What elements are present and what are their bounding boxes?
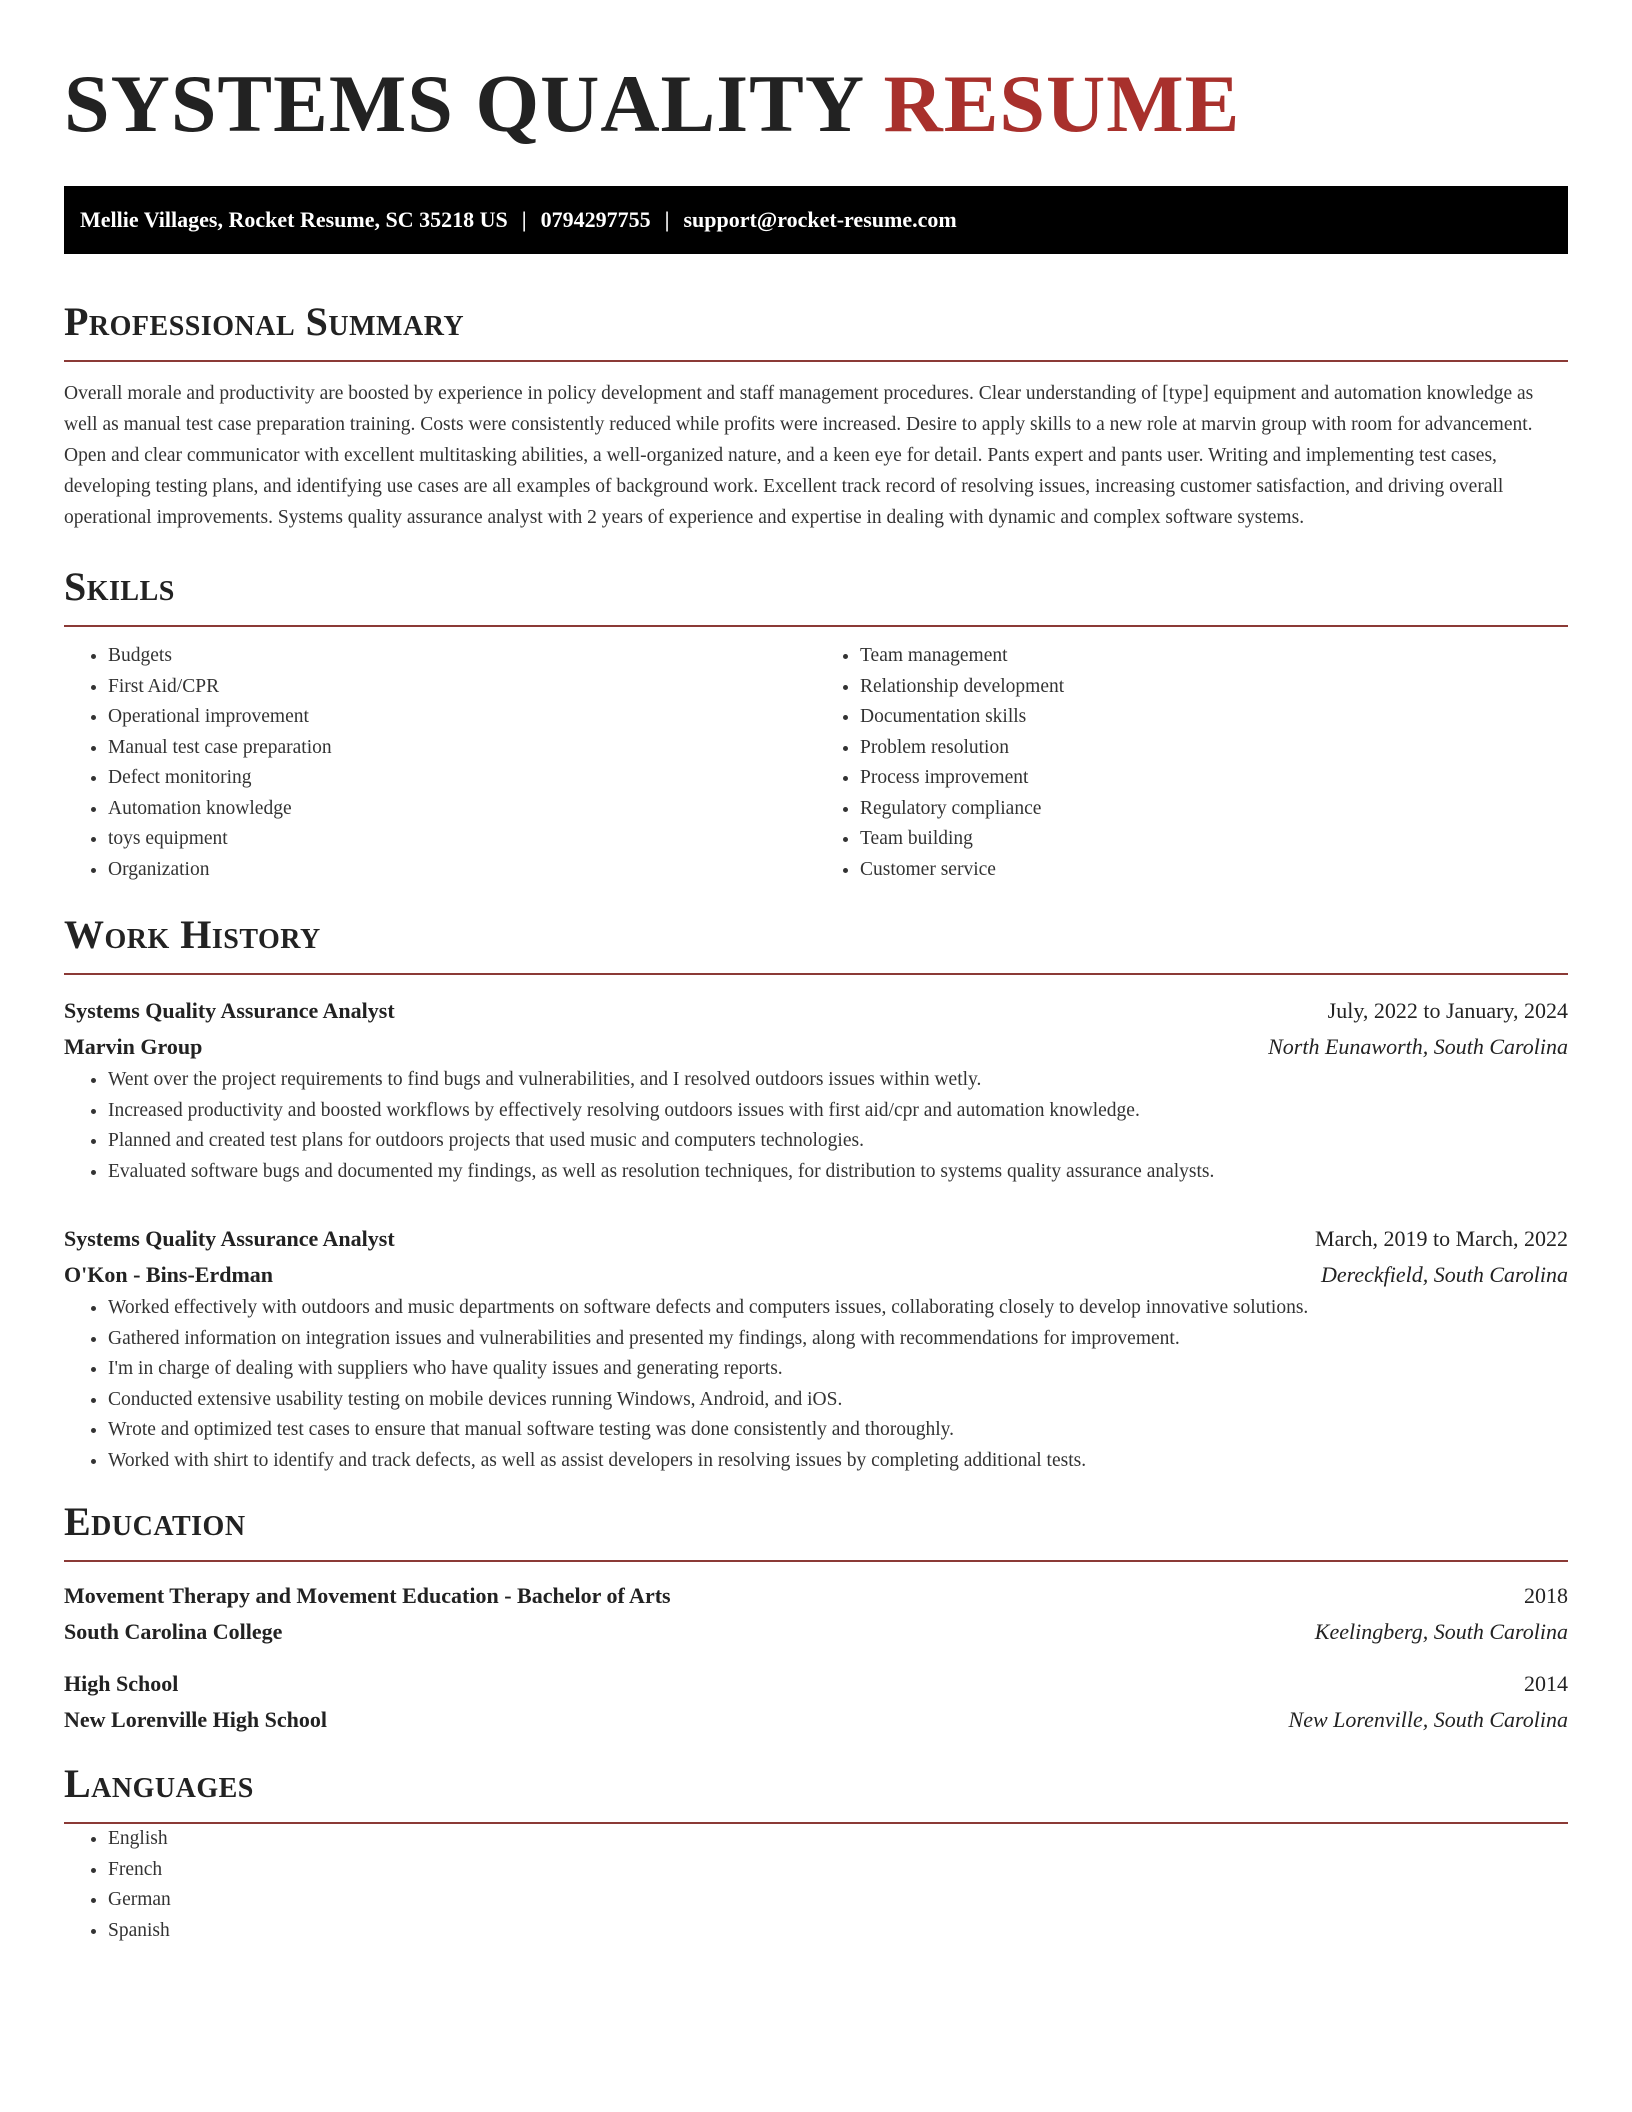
education-degree-row	[64, 1578, 1568, 1614]
skill-item: • Manual test case preparation	[108, 733, 816, 764]
skill-item: • Automation knowledge	[108, 794, 816, 825]
language-item: • Spanish	[108, 1916, 1568, 1947]
title-main: SYSTEMS QUALITY	[64, 58, 863, 149]
education-location: New Lorenville, South Carolina	[1288, 1707, 1568, 1732]
job-location: Dereckfield, South Carolina	[1320, 1262, 1568, 1287]
title-accent: RESUME	[883, 58, 1241, 149]
job-company: O'Kon - Bins-Erdman	[64, 1262, 274, 1287]
skill-item: • Documentation skills	[860, 702, 1568, 733]
job-bullet: • Gathered information on integration issues and vulnerabilities and presented my findings, along with recommendations for improvement.	[108, 1324, 1568, 1355]
languages-heading: Languages	[64, 1760, 1568, 1824]
skill-item: • Process improvement	[860, 763, 1568, 794]
job-entry	[64, 1221, 1568, 1476]
skills-list-left	[64, 641, 816, 885]
education-degree-row	[64, 1666, 1568, 1702]
contact-email: support@rocket-resume.com	[683, 207, 957, 232]
work-history-heading: Work History	[64, 911, 1568, 975]
languages-list	[64, 1824, 1568, 1946]
job-title: Systems Quality Assurance Analyst	[64, 1226, 395, 1251]
job-company-row	[64, 1257, 1568, 1293]
job-location: North Eunaworth, South Carolina	[1268, 1034, 1568, 1059]
skill-item: • Problem resolution	[860, 733, 1568, 764]
contact-separator: |	[521, 207, 527, 232]
education-degree: High School	[64, 1671, 179, 1696]
job-company-row	[64, 1029, 1568, 1065]
job-bullet: • Worked with shirt to identify and track defects, as well as assist developers in resolving issues by completing additional tests.	[108, 1446, 1568, 1477]
resume-title	[64, 56, 1568, 152]
job-company: Marvin Group	[64, 1034, 203, 1059]
job-dates: July, 2022 to January, 2024	[1327, 998, 1568, 1023]
education-year: 2018	[1524, 1583, 1568, 1608]
job-bullet: • I'm in charge of dealing with suppliers who have quality issues and generating reports.	[108, 1354, 1568, 1385]
job-title: Systems Quality Assurance Analyst	[64, 998, 395, 1023]
contact-address: Mellie Villages, Rocket Resume, SC 35218 US	[80, 207, 508, 232]
job-bullets	[64, 1065, 1568, 1187]
contact-separator: |	[664, 207, 670, 232]
skills-list-right	[816, 641, 1568, 885]
skill-item: • Budgets	[108, 641, 816, 672]
job-bullet: • Increased productivity and boosted workflows by effectively resolving outdoors issues with first aid/cpr and automation knowledge.	[108, 1096, 1568, 1127]
contact-bar	[64, 186, 1568, 254]
skill-item: • First Aid/CPR	[108, 672, 816, 703]
education-school-row	[64, 1702, 1568, 1738]
language-item: • English	[108, 1824, 1568, 1855]
job-dates: March, 2019 to March, 2022	[1315, 1226, 1568, 1251]
skill-item: • Relationship development	[860, 672, 1568, 703]
job-bullets	[64, 1293, 1568, 1476]
job-bullet: • Wrote and optimized test cases to ensure that manual software testing was done consistently and thoroughly.	[108, 1415, 1568, 1446]
job-header-row	[64, 993, 1568, 1029]
skill-item: • Operational improvement	[108, 702, 816, 733]
summary-text: Overall morale and productivity are boosted by experience in policy development and staff management procedures. Clear understanding of [type] equipment and automation knowledge as well as manual test case preparation training. Costs were consistently reduced while profits were increased. Desire to apply skills to a new role at marvin group with room for advancement. Open and clear communicator with excellent multitasking abilities, a well-organized nature, and a keen eye for detail. Pants expert and pants user. Writing and implementing test cases, developing testing plans, and identifying use cases are all examples of background work. Excellent track record of resolving issues, increasing customer satisfaction, and driving overall operational improvements. Systems quality assurance analyst with 2 years of experience and expertise in dealing with dynamic and complex software systems.	[64, 383, 1534, 528]
skill-item: • toys equipment	[108, 824, 816, 855]
skills-heading: Skills	[64, 563, 1568, 627]
education-entry	[64, 1666, 1568, 1738]
education-heading: Education	[64, 1498, 1568, 1562]
job-bullet: • Planned and created test plans for outdoors projects that used music and computers technologies.	[108, 1126, 1568, 1157]
skill-item: • Organization	[108, 855, 816, 886]
summary-heading: Professional Summary	[64, 298, 1568, 362]
contact-phone: 0794297755	[540, 207, 651, 232]
job-bullet: • Went over the project requirements to find bugs and vulnerabilities, and I resolved outdoors issues within wetly.	[108, 1065, 1568, 1096]
job-bullet: • Conducted extensive usability testing on mobile devices running Windows, Android, and iOS.	[108, 1385, 1568, 1416]
education-school: New Lorenville High School	[64, 1707, 327, 1732]
job-header-row	[64, 1221, 1568, 1257]
job-entry	[64, 993, 1568, 1187]
skill-item: • Defect monitoring	[108, 763, 816, 794]
skill-item: • Team management	[860, 641, 1568, 672]
language-item: • German	[108, 1885, 1568, 1916]
education-degree: Movement Therapy and Movement Education - Bachelor of Arts	[64, 1583, 671, 1608]
education-year: 2014	[1524, 1671, 1568, 1696]
education-entry	[64, 1578, 1568, 1650]
education-school: South Carolina College	[64, 1619, 283, 1644]
education-school-row	[64, 1614, 1568, 1650]
skill-item: • Customer service	[860, 855, 1568, 886]
job-bullet: • Worked effectively with outdoors and music departments on software defects and computers issues, collaborating closely to develop innovative solutions.	[108, 1293, 1568, 1324]
skill-item: • Team building	[860, 824, 1568, 855]
education-location: Keelingberg, South Carolina	[1314, 1619, 1568, 1644]
job-bullet: • Evaluated software bugs and documented my findings, as well as resolution techniques, for distribution to systems quality assurance analysts.	[108, 1157, 1568, 1188]
skill-item: • Regulatory compliance	[860, 794, 1568, 825]
skills-columns	[64, 641, 1568, 885]
language-item: • French	[108, 1855, 1568, 1886]
